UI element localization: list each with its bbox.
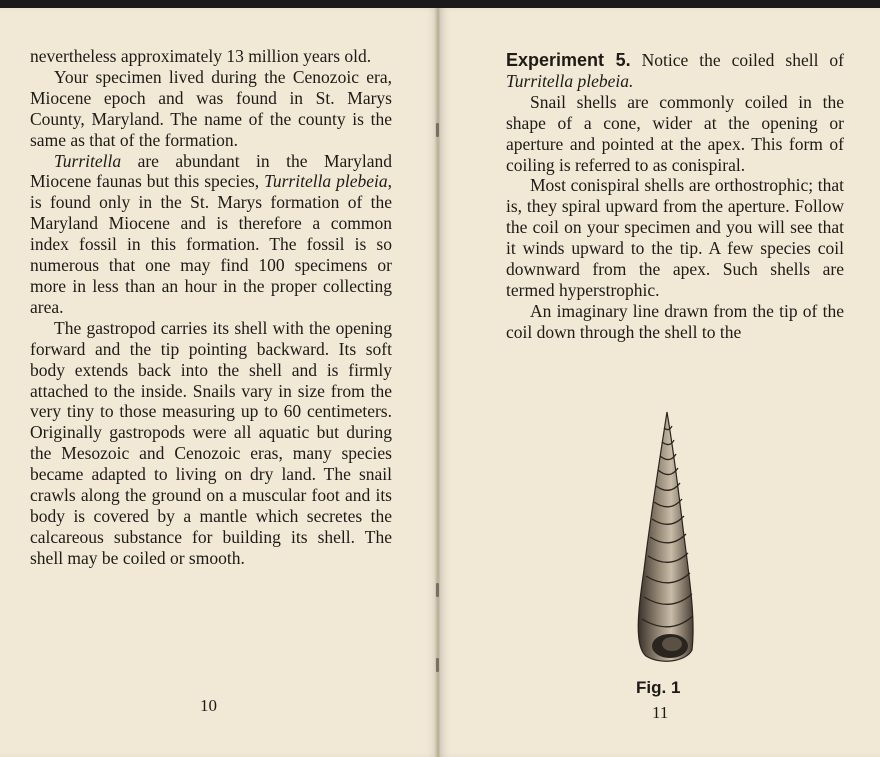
- experiment-text: Notice the coiled shell of: [630, 50, 844, 70]
- book-spread: [0, 8, 880, 757]
- paragraph-3-rest: , is found only in the St. Marys formation of the Maryland Miocene and is therefore a common index fossil in this formation. The fossil is so numerous that one may find 100 specimens or more in less than an hour in the proper collecting area.: [30, 171, 392, 317]
- turritella-shell-illustration: [620, 410, 710, 668]
- figure-caption: Fig. 1: [636, 678, 681, 697]
- paragraph-5: Snail shells are commonly coiled in the shape of a cone, wider at the opening or aperture and pointed at the apex. This form of coiling is referred to as conispiral.: [506, 91, 844, 175]
- paragraph-3: [30, 151, 392, 318]
- binding-stitch: [436, 123, 439, 137]
- experiment-heading: [506, 50, 844, 92]
- experiment-species: Turritella plebeia.: [506, 70, 634, 91]
- paragraph-7: An imaginary line drawn from the tip of the coil down through the shell to the: [506, 300, 844, 342]
- experiment-label: Experiment 5.: [506, 50, 631, 70]
- paragraph-3-species: Turritella plebeia: [264, 171, 388, 192]
- left-page: [0, 8, 437, 757]
- shell-drawing: [620, 410, 710, 668]
- page-number-right: 11: [652, 703, 669, 722]
- binding-stitch: [436, 658, 439, 672]
- page-number-left: 10: [200, 696, 217, 715]
- paragraph-2: Your specimen lived during the Cenozoic era, Miocene epoch and was found in St. Marys County, Maryland. The name of the county is the same as that of the formation.: [30, 66, 392, 150]
- right-page: [440, 8, 880, 757]
- paragraph-4: The gastropod carries its shell with the opening forward and the tip pointing backward. Its soft body extends back into the shell and is firmly attached to the inside. Snails vary in size from the very tiny to those measuring up to 60 centimeters. Originally gastropods were all aquatic but during the Mesozoic and Cenozoic eras, many species became adapted to living on dry land. The snail crawls along the ground on a muscular foot and its body is covered by a mantle which secretes the calcareous substance for building its shell. The shell may be coiled or smooth.: [30, 317, 392, 568]
- paragraph-6: Most conispiral shells are orthostrophic; that is, they spiral upward from the aperture. Follow the coil on your specimen and you will see that it winds upward to the tip. A few species coil downward from the apex. Such shells are termed hyperstrophic.: [506, 175, 844, 300]
- binding-stitch: [436, 583, 439, 597]
- paragraph-1: nevertheless approximately 13 million years old.: [30, 46, 372, 66]
- right-page-text: [506, 50, 844, 343]
- left-page-text: [30, 46, 392, 569]
- paragraph-3-mid: are abundant in the Maryland Miocene faunas but this species,: [30, 150, 392, 192]
- paragraph-3-genus: Turritella: [54, 150, 122, 171]
